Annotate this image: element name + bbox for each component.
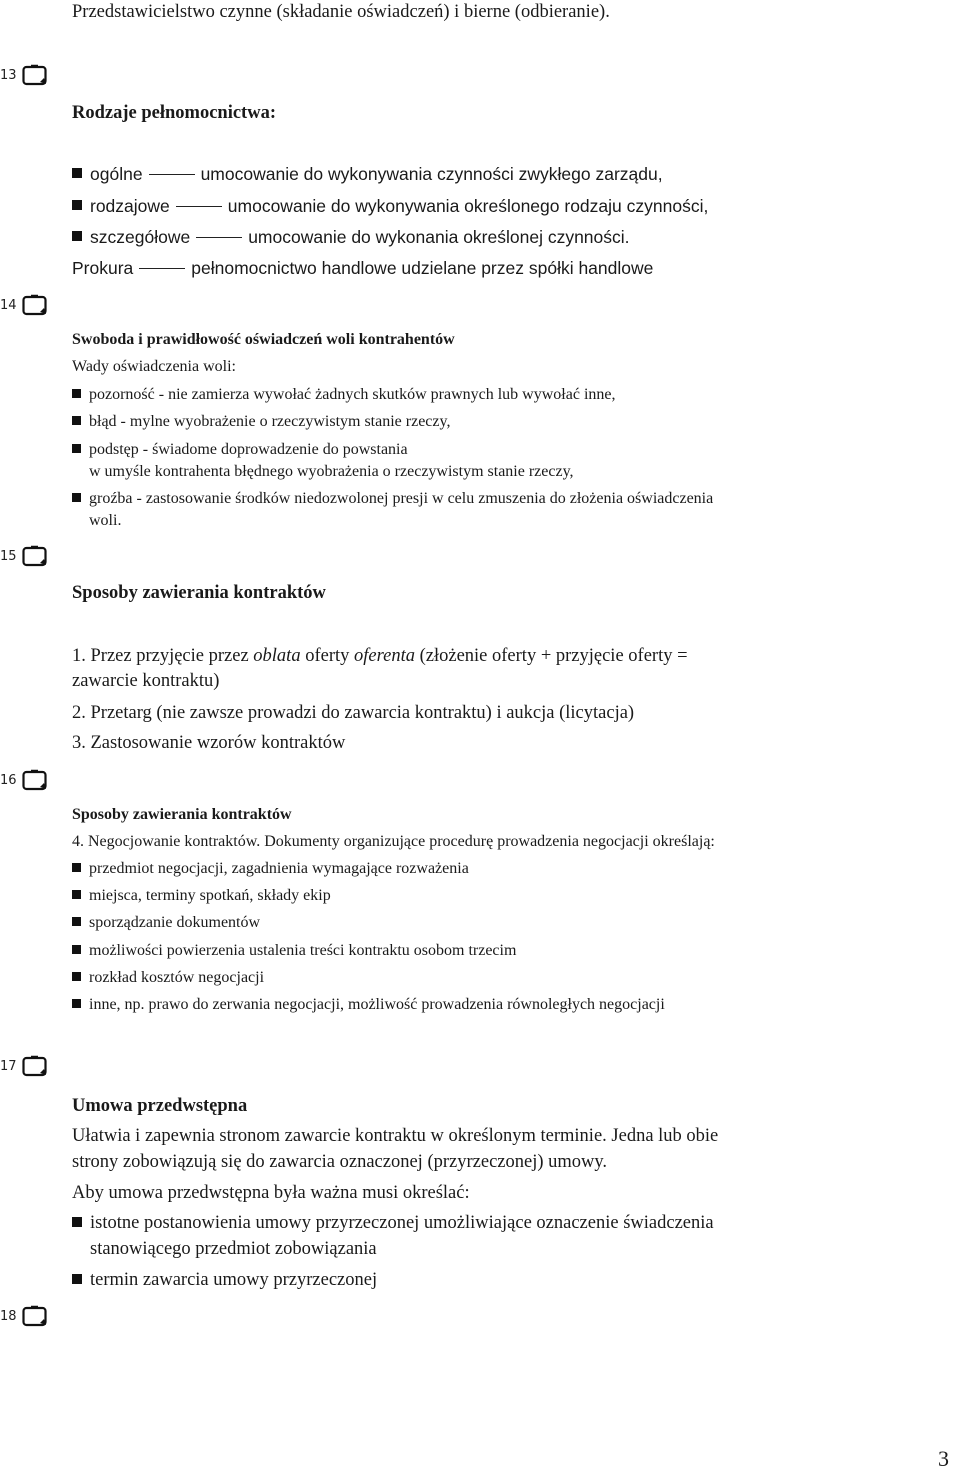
item-text: podstęp - świadome doprowadzenie do powstania [89,441,408,458]
item-text: istotne postanowienia umowy przyrzeczonej umożliwiające oznaczenie świadczenia [90,1213,714,1233]
bullet-icon [72,493,81,502]
list-item [72,226,630,250]
em-dash [139,268,185,269]
list-item-continuation: w umyśle kontrahenta błędnego wyobrażenia o rzeczywistym stanie rzeczy, [89,463,574,480]
text: (złożenie oferty + przyjęcie oferty = [414,646,688,666]
paragraph-1-continuation: zawarcie kontraktu) [72,671,220,691]
intro-line: 4. Negocjowanie kontraktów. Dokumenty organizujące procedurę prowadzenia negocjacji określają: [72,833,715,850]
text: 1. Przez przyjęcie przez [72,646,254,666]
bullet-icon [72,168,82,178]
em-dash [149,174,195,175]
em-dash [196,237,242,238]
bullet-icon [72,231,82,241]
list-item [72,1211,714,1236]
bullet-icon [72,863,81,872]
item-desc: pełnomocnictwo handlowe udzielane przez spółki handlowe [191,258,654,278]
list-item [72,912,260,934]
list-item [72,994,665,1016]
item-text: inne, np. prawo do zerwania negocjacji, możliwość prowadzenia równoległych negocjacji [89,996,665,1013]
paragraph-2: 2. Przetarg (nie zawsze prowadzi do zawarcia kontraktu) i aukcja (licytacja) [72,703,635,723]
list-item-continuation: stanowiącego przedmiot zobowiązania [90,1239,377,1259]
item-text: groźba - zastosowanie środków niedozwolonej presji w celu zmuszenia do złożenia oświadczenia [89,490,714,507]
list-item [72,1268,377,1293]
prokura-line [72,257,653,281]
bullet-icon [72,890,81,899]
item-text: możliwości powierzenia ustalenia treści kontraktu osobom trzecim [89,942,517,959]
slide-marker-14 [0,294,48,316]
bullet-icon [72,999,81,1008]
paragraph-line: Ułatwia i zapewnia stronom zawarcie kontraktu w określonym terminie. Jedna lub obie [72,1126,719,1146]
slide-number: 16 [0,772,17,788]
list-item [72,885,331,907]
section-heading-rodzaje: Rodzaje pełnomocnictwa: [72,103,276,123]
paragraph-3: 3. Zastosowanie wzorów kontraktów [72,733,346,753]
note-icon[interactable] [22,545,48,567]
slide-number: 15 [0,548,17,564]
item-text: termin zawarcia umowy przyrzeczonej [90,1270,378,1290]
item-desc: umocowanie do wykonywania czynności zwykłego zarządu, [200,164,663,184]
note-icon[interactable] [22,1055,48,1077]
paragraph-line: Aby umowa przedwstępna była ważna musi określać: [72,1183,470,1203]
item-text: pozorność - nie zamierza wywołać żadnych skutków prawnych lub wywołać inne, [89,386,616,403]
bullet-icon [72,416,81,425]
slide-marker-16 [0,769,48,791]
list-item [72,195,708,219]
item-term: ogólne [90,164,143,184]
note-icon[interactable] [22,64,48,86]
item-term: rodzajowe [90,196,170,216]
section-heading-umowa: Umowa przedwstępna [72,1096,248,1116]
slide-marker-17 [0,1055,48,1077]
italic-term: oferenta [354,646,415,666]
paragraph-line: strony zobowiązują się do zawarcia oznaczonej (przyrzeczonej) umowy. [72,1152,608,1172]
bullet-icon [72,444,81,453]
item-text: sporządzanie dokumentów [89,914,261,931]
note-icon[interactable] [22,769,48,791]
item-term: szczegółowe [90,227,191,247]
slide-number: 14 [0,297,17,313]
section-heading-sposoby: Sposoby zawierania kontraktów [72,583,326,603]
note-icon[interactable] [22,1305,48,1327]
item-term: Prokura [72,258,134,278]
list-item [72,163,663,187]
bullet-icon [72,917,81,926]
slide-marker-13 [0,64,48,86]
bullet-icon [72,200,82,210]
bullet-icon [72,1274,82,1284]
bullet-icon [72,972,81,981]
section-heading-sposoby-2: Sposoby zawierania kontraktów [72,806,292,823]
item-text: przedmiot negocjacji, zagadnienia wymagające rozważenia [89,860,469,877]
list-item [72,940,516,962]
list-item [72,858,469,880]
italic-term: oblata [253,646,301,666]
list-item [72,488,713,510]
slide-number: 13 [0,67,17,83]
text: oferty [300,646,355,666]
paragraph-1 [72,644,688,669]
item-text: rozkład kosztów negocjacji [89,969,265,986]
top-line: Przedstawicielstwo czynne (składanie oświadczeń) i bierne (odbieranie). [72,2,610,22]
bullet-icon [72,389,81,398]
item-desc: umocowanie do wykonywania określonego rodzaju czynności, [227,196,709,216]
slide-number: 18 [0,1308,17,1324]
em-dash [176,206,222,207]
page-number: 3 [938,1446,949,1471]
slide-number: 17 [0,1058,17,1074]
list-item [72,411,450,433]
subheading-wady: Wady oświadczenia woli: [72,358,236,375]
item-desc: umocowanie do wykonania określonej czynności. [248,227,630,247]
list-item [72,439,408,461]
item-text: miejsca, terminy spotkań, składy ekip [89,887,331,904]
note-icon[interactable] [22,294,48,316]
item-text: błąd - mylne wyobrażenie o rzeczywistym stanie rzeczy, [89,413,451,430]
slide-marker-18 [0,1305,48,1327]
section-heading-swoboda: Swoboda i prawidłowość oświadczeń woli kontrahentów [72,331,455,348]
list-item [72,384,615,406]
bullet-icon [72,1217,82,1227]
slide-marker-15 [0,545,48,567]
list-item-continuation: woli. [89,512,122,529]
bullet-icon [72,945,81,954]
list-item [72,967,264,989]
